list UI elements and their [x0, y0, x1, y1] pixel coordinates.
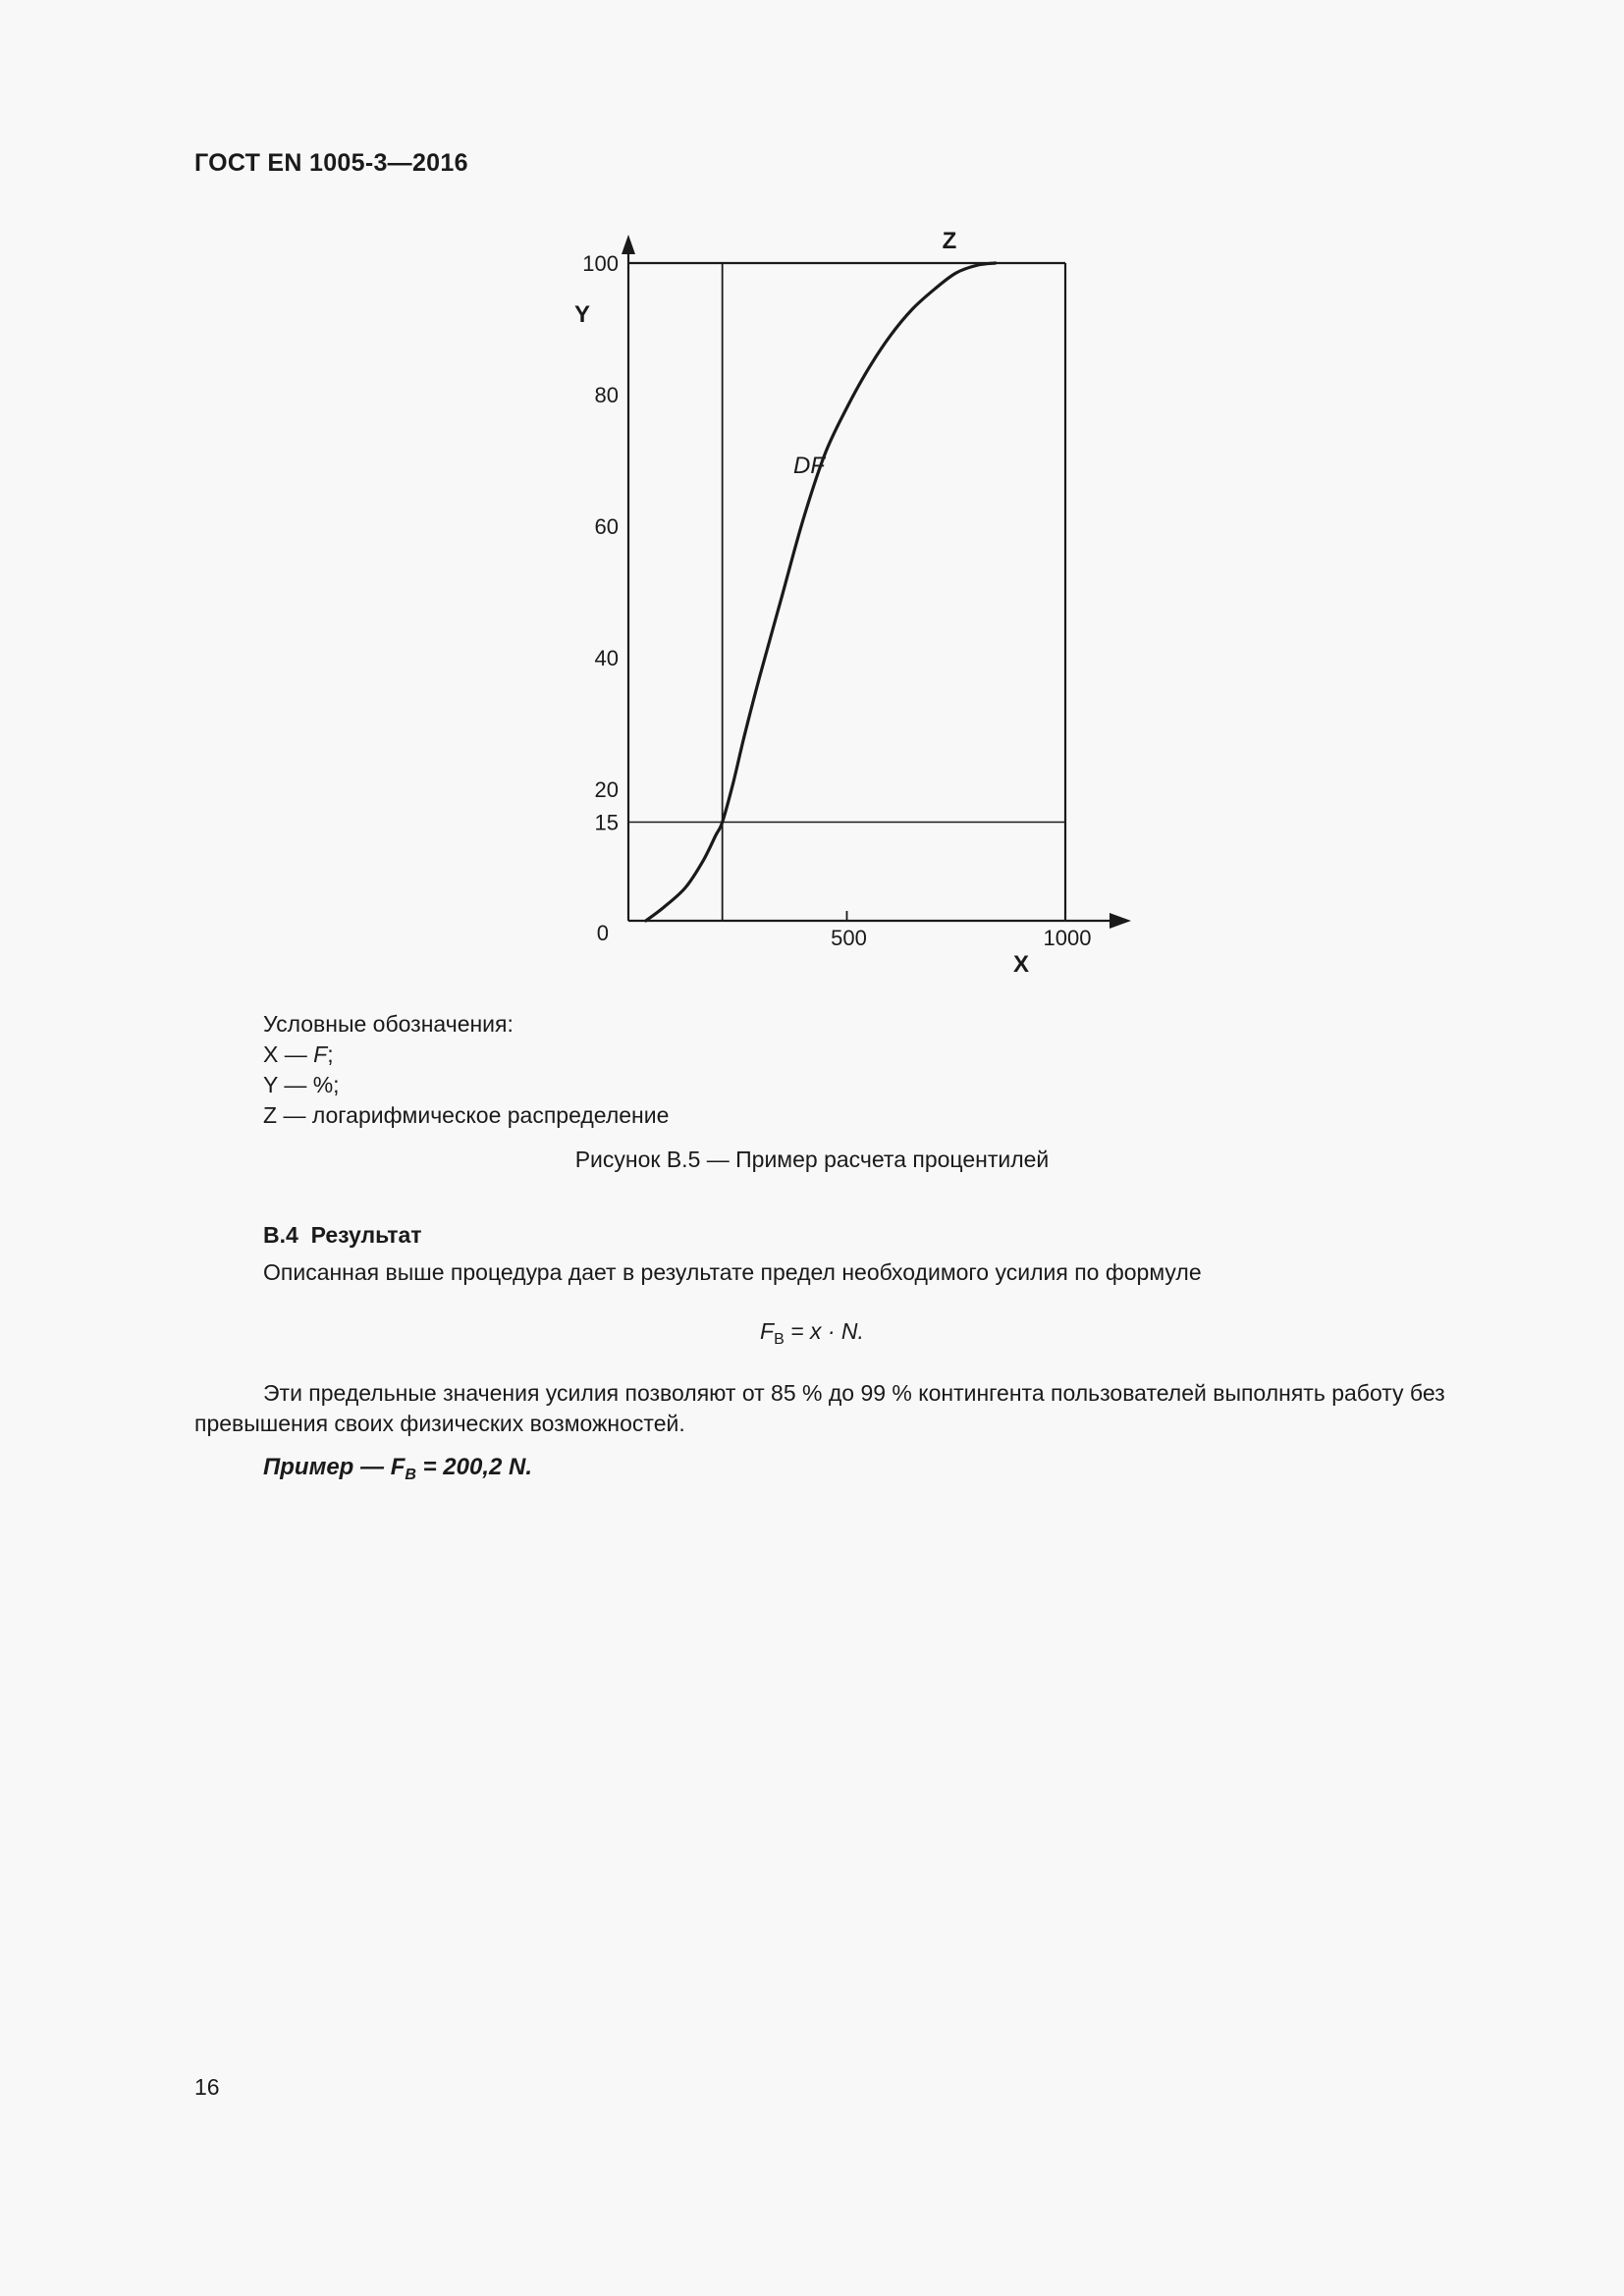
y-axis-label: Y: [574, 301, 591, 328]
y-marked-label: 15: [594, 810, 619, 835]
legend: [263, 1009, 669, 1131]
example-line: Пример — $F_B = 200,2$ N.: [263, 1454, 532, 1483]
x-axis-arrow: [1110, 913, 1131, 929]
y-tick-label: 40: [594, 646, 619, 670]
figure-caption: Рисунок В.5 — Пример расчета процентилей: [574, 1147, 1050, 1172]
percentile-chart: [550, 221, 1159, 996]
page-number: 16: [194, 2074, 220, 2100]
paragraph-limits: Эти предельные значения усилия позволяют от 85 % до 99 % контингента пользователей выполнять работу без превышения своих физических возможностей.: [194, 1380, 1445, 1436]
y-tick-label: 80: [594, 383, 619, 407]
chart-labels: [574, 228, 1091, 978]
section-title: Результат: [310, 1222, 422, 1248]
chart-ticks: [847, 911, 1066, 921]
section-heading: [263, 1222, 422, 1249]
document-header: ГОСТ EN 1005-3—2016: [194, 149, 468, 177]
curve-label-df: DF: [793, 453, 825, 479]
curve-label-z: Z: [942, 228, 957, 254]
section-number: В.4: [263, 1222, 298, 1248]
y-tick-label: 100: [582, 251, 619, 276]
y-tick-label: 60: [594, 514, 619, 539]
y-tick-label: 20: [594, 777, 619, 802]
legend-x: X — F;: [263, 1041, 334, 1067]
legend-y: Y — %;: [263, 1072, 340, 1097]
x-axis-label: X: [1012, 951, 1030, 978]
y-axis-arrow: [622, 235, 635, 254]
legend-title: Условные обозначения:: [263, 1011, 514, 1037]
x-tick-label: 500: [831, 926, 867, 950]
x-tick-label: 1000: [1043, 926, 1092, 950]
paragraph-procedure: Описанная выше процедура дает в результате предел необходимого усилия по формуле: [263, 1259, 1202, 1285]
origin-label: 0: [596, 921, 609, 945]
legend-z: Z — логарифмическое распределение: [263, 1102, 670, 1128]
chart-frame: [622, 235, 1131, 929]
formula: $F_В = x \cdot N$.: [760, 1318, 864, 1348]
